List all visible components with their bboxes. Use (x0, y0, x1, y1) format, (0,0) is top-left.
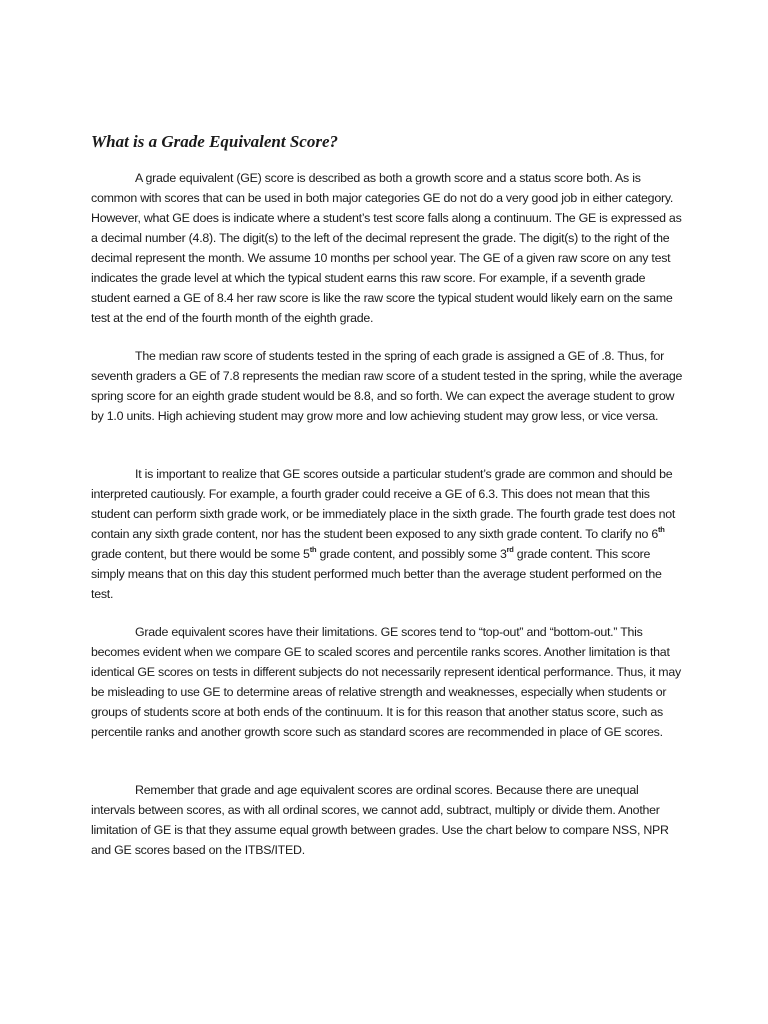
superscript-rd: rd (506, 544, 514, 554)
superscript-th: th (657, 524, 665, 534)
paragraph-3-text: It is important to realize that GE scores outside a particular student’s grade are common and should be interpreted cautiously. For example, a fourth grader could receive a GE of 6.3. This does not mean that this student can perform sixth grade work, or be immediately place in the sixth grade. The fourth grade test does not contain any sixth grade content, nor has the student been exposed to any sixth grade content. To clarify no 6 (91, 467, 676, 541)
paragraph-1: A grade equivalent (GE) score is described as both a growth score and a status score both. As is common with scores that can be used in both major categories GE do not do a very good job in either category. However, what GE does is indicate where a student’s test score falls along a continuum. The GE is expressed as a decimal number (4.8). The digit(s) to the left of the decimal represent the grade. The digit(s) to the right of the decimal represent the month. We assume 10 months per school year. The GE of a given raw score on any test indicates the grade level at which the typical student earns this raw score. For example, if a seventh grade student earned a GE of 8.4 her raw score is like the raw score the typical student would likely earn on the same test at the end of the fourth month of the eighth grade. (91, 171, 682, 325)
superscript-th: th (309, 544, 317, 554)
paragraph-3 (91, 464, 685, 604)
document-title: What is a Grade Equivalent Score? (91, 132, 338, 151)
paragraph-5: Remember that grade and age equivalent scores are ordinal scores. Because there are unequal intervals between scores, as with all ordinal scores, we cannot add, subtract, multiply or divide them. Another limitation of GE is that they assume equal growth between grades. Use the chart below to compare NSS, NPR and GE scores based on the ITBS/ITED. (91, 783, 669, 857)
paragraph-4: Grade equivalent scores have their limitations. GE scores tend to “top-out” and “bottom-out.” This becomes evident when we compare GE to scaled scores and percentile ranks scores. Another limitation is that identical GE scores on tests in different subjects do not necessarily represent identical performance. Thus, it may be misleading to use GE to determine areas of relative strength and weaknesses, especially when students or groups of students score at both ends of the continuum. It is for this reason that another status score, such as percentile ranks and another growth score such as standard scores are recommended in place of GE scores. (91, 625, 681, 739)
paragraph-2: The median raw score of students tested in the spring of each grade is assigned a GE of .8. Thus, for seventh graders a GE of 7.8 represents the median raw score of a student tested in the spring, while the average spring score for an eighth grade student would be 8.8, and so forth. We can expect the average student to grow by 1.0 units. High achieving student may grow more and low achieving student may grow less, or vice versa. (91, 349, 683, 423)
paragraph-3-text: grade content. This score simply means that on this day this student performed much better than the average student performed on the test. (91, 547, 662, 601)
paragraph-3-text: grade content, and possibly some 3 (316, 547, 507, 561)
paragraph-3-text: grade content, but there would be some 5 (91, 547, 310, 561)
